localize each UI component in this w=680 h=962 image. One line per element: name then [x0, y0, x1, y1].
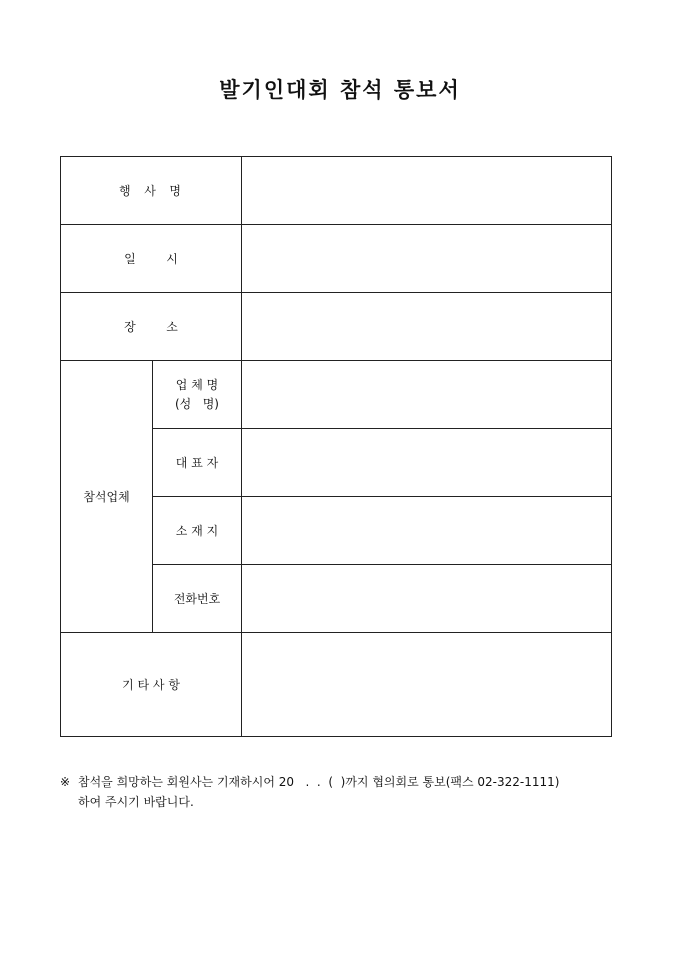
company-name-label-line1: 업 체 명	[175, 377, 219, 392]
remarks-label: 기 타 사 항	[61, 633, 242, 737]
footnote	[60, 772, 620, 812]
reference-mark-icon: ※	[60, 775, 71, 789]
datetime-field[interactable]	[242, 225, 612, 293]
remarks-row	[61, 633, 612, 737]
venue-label: 장 소	[61, 293, 242, 361]
company-name-field[interactable]	[242, 361, 612, 429]
event-name-row	[61, 157, 612, 225]
company-name-row	[61, 361, 612, 429]
event-name-field[interactable]	[242, 157, 612, 225]
phone-label: 전화번호	[153, 565, 242, 633]
footnote-text-line1: 참석을 희망하는 회원사는 기재하시어 20 . . ( )까지 협의회로 통보(팩스 02-322-1111)	[78, 775, 560, 789]
company-name-label	[153, 361, 242, 429]
remarks-field[interactable]	[242, 633, 612, 737]
datetime-label: 일 시	[61, 225, 242, 293]
footnote-line1	[60, 772, 620, 792]
footnote-text-line2: 하여 주시기 바랍니다.	[78, 795, 194, 809]
representative-label: 대 표 자	[153, 429, 242, 497]
venue-row	[61, 293, 612, 361]
phone-field[interactable]	[242, 565, 612, 633]
address-field[interactable]	[242, 497, 612, 565]
representative-field[interactable]	[242, 429, 612, 497]
datetime-row	[61, 225, 612, 293]
attendee-group-label: 참석업체	[61, 361, 153, 633]
document-title: 발기인대회 참석 통보서	[219, 77, 461, 102]
venue-field[interactable]	[242, 293, 612, 361]
address-label: 소 재 지	[153, 497, 242, 565]
attendance-form-table	[60, 156, 612, 737]
company-name-label-line2: (성 명)	[175, 396, 219, 411]
event-name-label: 행 사 명	[61, 157, 242, 225]
